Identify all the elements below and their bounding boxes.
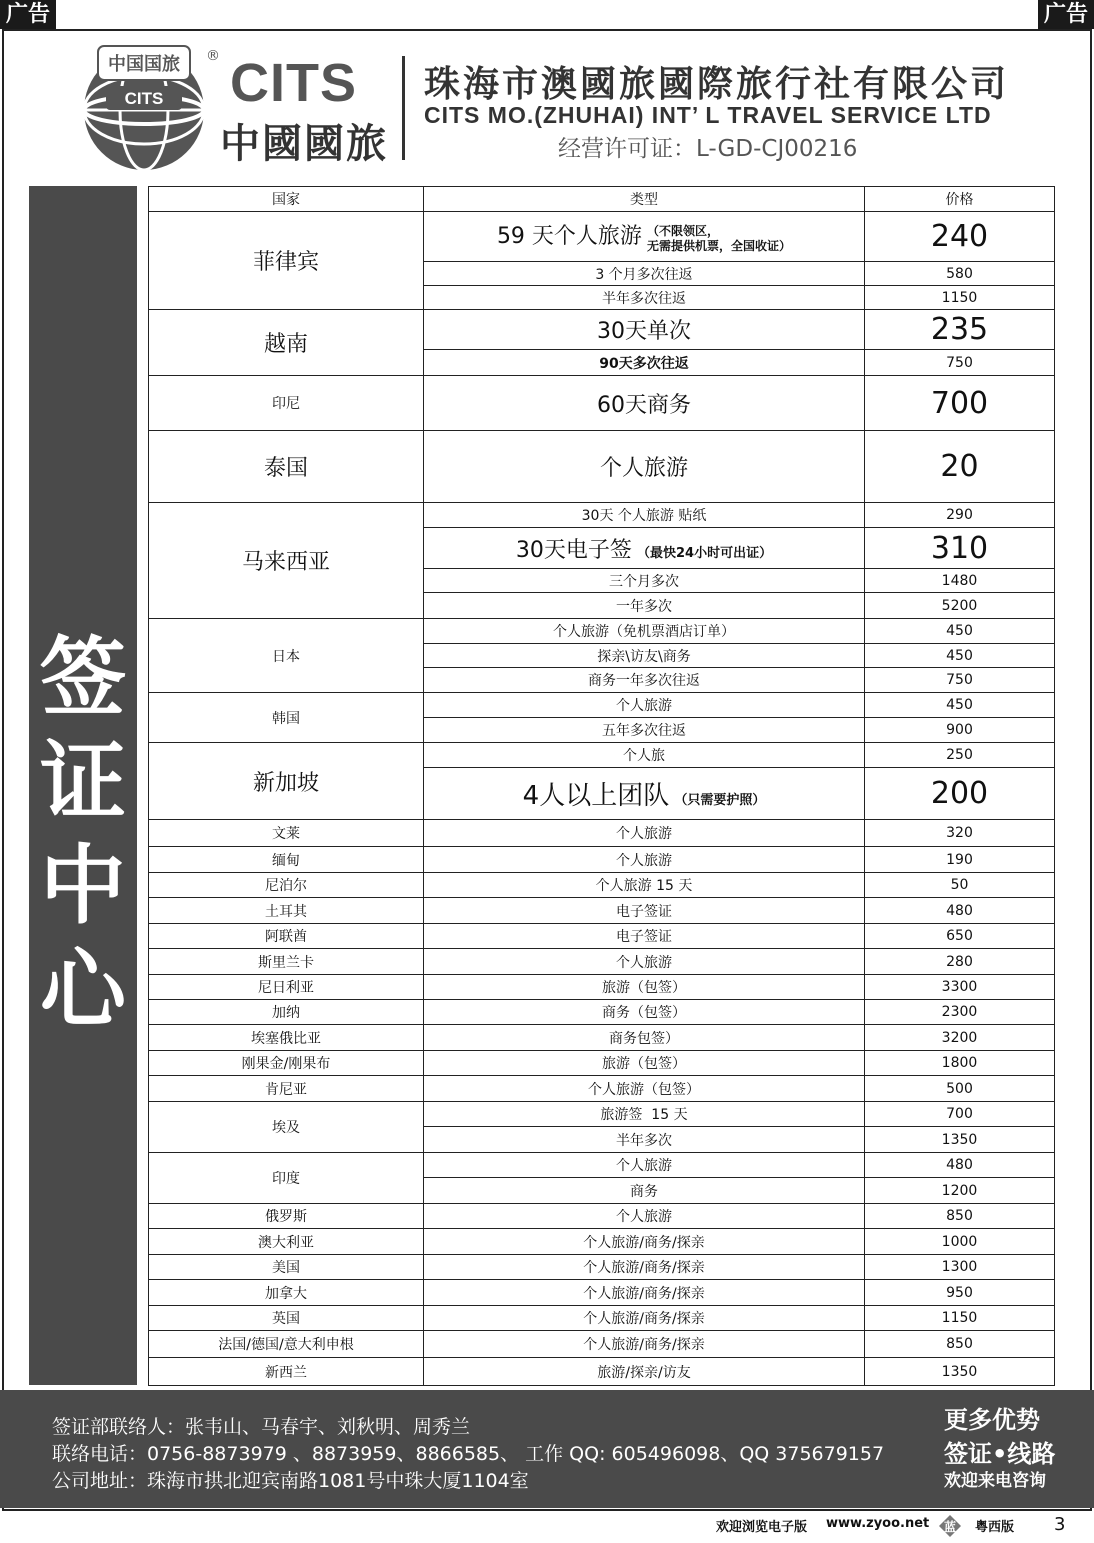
price-cell: 1300 xyxy=(865,1255,1055,1280)
type-cell: 个人旅游 xyxy=(424,820,865,847)
type-cell: 商务（包签） xyxy=(424,1000,865,1025)
type-cell: 探亲\访友\商务 xyxy=(424,644,865,668)
cits-globe-logo xyxy=(70,40,218,172)
price-cell: 1150 xyxy=(865,286,1055,310)
price-cell: 650 xyxy=(865,924,1055,949)
type-cell: 商务一年多次往返 xyxy=(424,668,865,693)
country-cell: 缅甸 xyxy=(149,847,424,873)
country-cell: 美国 xyxy=(149,1255,424,1280)
table-row xyxy=(149,212,1055,262)
footer-contacts: 签证部联络人：张韦山、马春宇、刘秋明、周秀兰 xyxy=(52,1416,471,1438)
table-row xyxy=(149,1153,1055,1178)
brand-en: CITS xyxy=(230,53,358,113)
type-cell: 旅游签 15 天 xyxy=(424,1102,865,1127)
header-price: 价格 xyxy=(865,187,1055,212)
price-cell: 450 xyxy=(865,619,1055,644)
brand-cn: 中國國旅 xyxy=(220,121,388,167)
type-cell: 个人旅游/商务/探亲 xyxy=(424,1255,865,1280)
price-cell: 1350 xyxy=(865,1127,1055,1153)
price-cell: 580 xyxy=(865,262,1055,286)
table-row xyxy=(149,847,1055,873)
type-cell: 半年多次往返 xyxy=(424,286,865,310)
table-row xyxy=(149,1358,1055,1386)
type-cell: 旅游（包签） xyxy=(424,975,865,1000)
type-cell: 个人旅游 xyxy=(424,693,865,718)
table-row xyxy=(149,693,1055,718)
price-cell: 280 xyxy=(865,949,1055,975)
type-cell: 三个月多次 xyxy=(424,569,865,593)
price-cell: 235 xyxy=(865,310,1055,350)
header xyxy=(20,36,1080,176)
table-row xyxy=(149,503,1055,528)
country-cell: 埃塞俄比亚 xyxy=(149,1025,424,1051)
visa-price-table xyxy=(148,186,1055,1386)
type-note: （最快24小时可出证） xyxy=(637,545,773,561)
type-cell: 五年多次往返 xyxy=(424,718,865,743)
price-cell: 310 xyxy=(865,528,1055,569)
type-cell: 个人旅游 15 天 xyxy=(424,873,865,898)
type-cell: 个人旅 xyxy=(424,743,865,768)
country-cell: 法国/德国/意大利申根 xyxy=(149,1331,424,1358)
country-cell: 日本 xyxy=(149,619,424,693)
type-cell: 个人旅游 xyxy=(424,1204,865,1229)
price-cell: 450 xyxy=(865,644,1055,668)
sidebar-char: 中 xyxy=(40,836,126,936)
type-cell: 商务包签） xyxy=(424,1025,865,1051)
table-row xyxy=(149,431,1055,503)
footer-address: 公司地址：珠海市拱北迎宾南路1081号中珠大厦1104室 xyxy=(52,1470,529,1492)
globe-inner-text: CITS xyxy=(124,89,164,108)
country-cell: 肯尼亚 xyxy=(149,1076,424,1102)
type-cell: 个人旅游/商务/探亲 xyxy=(424,1280,865,1306)
price-cell: 1200 xyxy=(865,1178,1055,1204)
ad-tag-right: 广告 xyxy=(1038,0,1094,29)
country-cell: 马来西亚 xyxy=(149,503,424,619)
price-cell: 190 xyxy=(865,847,1055,873)
note-line: 无需提供机票，全国收证） xyxy=(647,238,792,253)
type-cell: 半年多次 xyxy=(424,1127,865,1153)
sidebar-char: 证 xyxy=(40,732,126,832)
price-cell: 850 xyxy=(865,1204,1055,1229)
price-cell: 900 xyxy=(865,718,1055,743)
price-cell: 290 xyxy=(865,503,1055,528)
globe-text: 中国国旅 xyxy=(108,54,180,75)
note-line: （不限领区， xyxy=(647,223,720,238)
type-cell: 个人旅游（包签） xyxy=(424,1076,865,1102)
price-cell: 500 xyxy=(865,1076,1055,1102)
table-row xyxy=(149,1102,1055,1127)
table-row xyxy=(149,1229,1055,1255)
table-row xyxy=(149,1255,1055,1280)
table-row xyxy=(149,949,1055,975)
type-cell xyxy=(424,212,865,262)
price-cell: 1000 xyxy=(865,1229,1055,1255)
sidebar-title xyxy=(29,626,137,1042)
bottom-edition: 粤西版 xyxy=(975,1520,1015,1535)
table-row xyxy=(149,898,1055,924)
table-row xyxy=(149,820,1055,847)
price-cell: 5200 xyxy=(865,593,1055,619)
price-cell: 480 xyxy=(865,1153,1055,1178)
type-cell: 个人旅游/商务/探亲 xyxy=(424,1331,865,1358)
table-row xyxy=(149,1000,1055,1025)
type-cell: 个人旅游（免机票酒店订单） xyxy=(424,619,865,644)
header-country: 国家 xyxy=(149,187,424,212)
type-cell: 3 个月多次往返 xyxy=(424,262,865,286)
type-cell: 商务 xyxy=(424,1178,865,1204)
type-cell: 个人旅游 xyxy=(424,431,865,503)
table-row xyxy=(149,975,1055,1000)
type-cell xyxy=(424,528,865,569)
country-cell: 埃及 xyxy=(149,1102,424,1153)
type-cell: 个人旅游 xyxy=(424,949,865,975)
lan-logo-text: 蓝 xyxy=(943,1520,957,1534)
page-number: 3 xyxy=(1054,1514,1066,1535)
table-row xyxy=(149,743,1055,768)
price-cell: 1350 xyxy=(865,1358,1055,1386)
price-cell: 480 xyxy=(865,898,1055,924)
country-cell: 英国 xyxy=(149,1306,424,1331)
header-divider xyxy=(402,56,405,160)
sidebar-char: 签 xyxy=(40,628,126,728)
ad-tag-left: 广告 xyxy=(0,0,56,29)
price-cell: 750 xyxy=(865,350,1055,376)
country-cell: 阿联酋 xyxy=(149,924,424,949)
table-header-row xyxy=(149,187,1055,212)
bottom-welcome-text: 欢迎浏览电子版 xyxy=(716,1520,808,1535)
type-cell: 30天单次 xyxy=(424,310,865,350)
price-cell: 750 xyxy=(865,668,1055,693)
country-cell: 加纳 xyxy=(149,1000,424,1025)
bottom-url-link[interactable]: www.zyoo.net xyxy=(826,1516,930,1531)
country-cell: 新加坡 xyxy=(149,743,424,820)
country-cell: 土耳其 xyxy=(149,898,424,924)
type-cell: 个人旅游/商务/探亲 xyxy=(424,1229,865,1255)
lan-logo-icon xyxy=(938,1514,962,1538)
type-cell: 电子签证 xyxy=(424,924,865,949)
license-number: 经营许可证：L-GD-CJ00216 xyxy=(558,136,858,162)
table-row xyxy=(149,1025,1055,1051)
type-cell: 90天多次往返 xyxy=(424,350,865,376)
table-row xyxy=(149,1331,1055,1358)
type-text: 4人以上团队 xyxy=(522,781,670,811)
type-cell: 个人旅游 xyxy=(424,1153,865,1178)
footer-phone: 联络电话：0756-8873979 、8873959、8866585、 工作 QQ: 605496098、QQ 375679157 xyxy=(52,1443,885,1465)
price-cell: 240 xyxy=(865,212,1055,262)
footer-slogan-2: 签证•线路 xyxy=(944,1440,1056,1468)
country-cell: 刚果金/刚果布 xyxy=(149,1051,424,1076)
country-cell: 印尼 xyxy=(149,376,424,431)
country-cell: 韩国 xyxy=(149,693,424,743)
price-cell: 700 xyxy=(865,1102,1055,1127)
type-text: 30天电子签 xyxy=(515,537,632,563)
price-cell: 450 xyxy=(865,693,1055,718)
country-cell: 俄罗斯 xyxy=(149,1204,424,1229)
table-row xyxy=(149,1280,1055,1306)
table-row xyxy=(149,619,1055,644)
footer-slogan-3: 欢迎来电咨询 xyxy=(944,1471,1046,1491)
country-cell: 泰国 xyxy=(149,431,424,503)
country-cell: 越南 xyxy=(149,310,424,376)
price-cell: 3200 xyxy=(865,1025,1055,1051)
table-row xyxy=(149,1076,1055,1102)
country-cell: 菲律宾 xyxy=(149,212,424,310)
price-cell: 250 xyxy=(865,743,1055,768)
type-cell: 旅游/探亲/访友 xyxy=(424,1358,865,1386)
table-row xyxy=(149,1306,1055,1331)
country-cell: 澳大利亚 xyxy=(149,1229,424,1255)
price-cell: 1480 xyxy=(865,569,1055,593)
footer-slogan-1: 更多优势 xyxy=(944,1406,1040,1434)
type-cell: 电子签证 xyxy=(424,898,865,924)
price-cell: 320 xyxy=(865,820,1055,847)
price-cell: 2300 xyxy=(865,1000,1055,1025)
type-cell xyxy=(424,768,865,820)
table-row xyxy=(149,924,1055,949)
company-name-en: CITS MO.(ZHUHAI) INT’ L TRAVEL SERVICE LTD xyxy=(424,102,992,128)
type-cell: 旅游（包签） xyxy=(424,1051,865,1076)
price-cell: 950 xyxy=(865,1280,1055,1306)
country-cell: 文莱 xyxy=(149,820,424,847)
type-cell: 一年多次 xyxy=(424,593,865,619)
type-text: 59 天个人旅游 xyxy=(496,224,642,250)
price-cell: 200 xyxy=(865,768,1055,820)
type-cell: 60天商务 xyxy=(424,376,865,431)
price-cell: 20 xyxy=(865,431,1055,503)
sidebar xyxy=(29,186,137,1385)
country-cell: 尼泊尔 xyxy=(149,873,424,898)
price-cell: 1150 xyxy=(865,1306,1055,1331)
table-row xyxy=(149,310,1055,350)
country-cell: 印度 xyxy=(149,1153,424,1204)
price-cell: 50 xyxy=(865,873,1055,898)
type-cell: 30天 个人旅游 贴纸 xyxy=(424,503,865,528)
type-cell: 个人旅游/商务/探亲 xyxy=(424,1306,865,1331)
price-cell: 1800 xyxy=(865,1051,1055,1076)
type-cell: 个人旅游 xyxy=(424,847,865,873)
type-note: （只需要护照） xyxy=(674,793,766,808)
country-cell: 尼日利亚 xyxy=(149,975,424,1000)
header-type: 类型 xyxy=(424,187,865,212)
table-row xyxy=(149,1204,1055,1229)
sidebar-char: 心 xyxy=(40,940,126,1040)
country-cell: 新西兰 xyxy=(149,1358,424,1386)
footer xyxy=(0,1390,1094,1508)
country-cell: 加拿大 xyxy=(149,1280,424,1306)
table-row xyxy=(149,873,1055,898)
country-cell: 斯里兰卡 xyxy=(149,949,424,975)
table-row xyxy=(149,376,1055,431)
price-cell: 850 xyxy=(865,1331,1055,1358)
type-note xyxy=(647,224,791,254)
price-cell: 700 xyxy=(865,376,1055,431)
company-name-cn: 珠海市澳國旅國際旅行社有限公司 xyxy=(424,64,1010,105)
registered-mark: ® xyxy=(206,48,220,64)
table-row xyxy=(149,1051,1055,1076)
price-cell: 3300 xyxy=(865,975,1055,1000)
